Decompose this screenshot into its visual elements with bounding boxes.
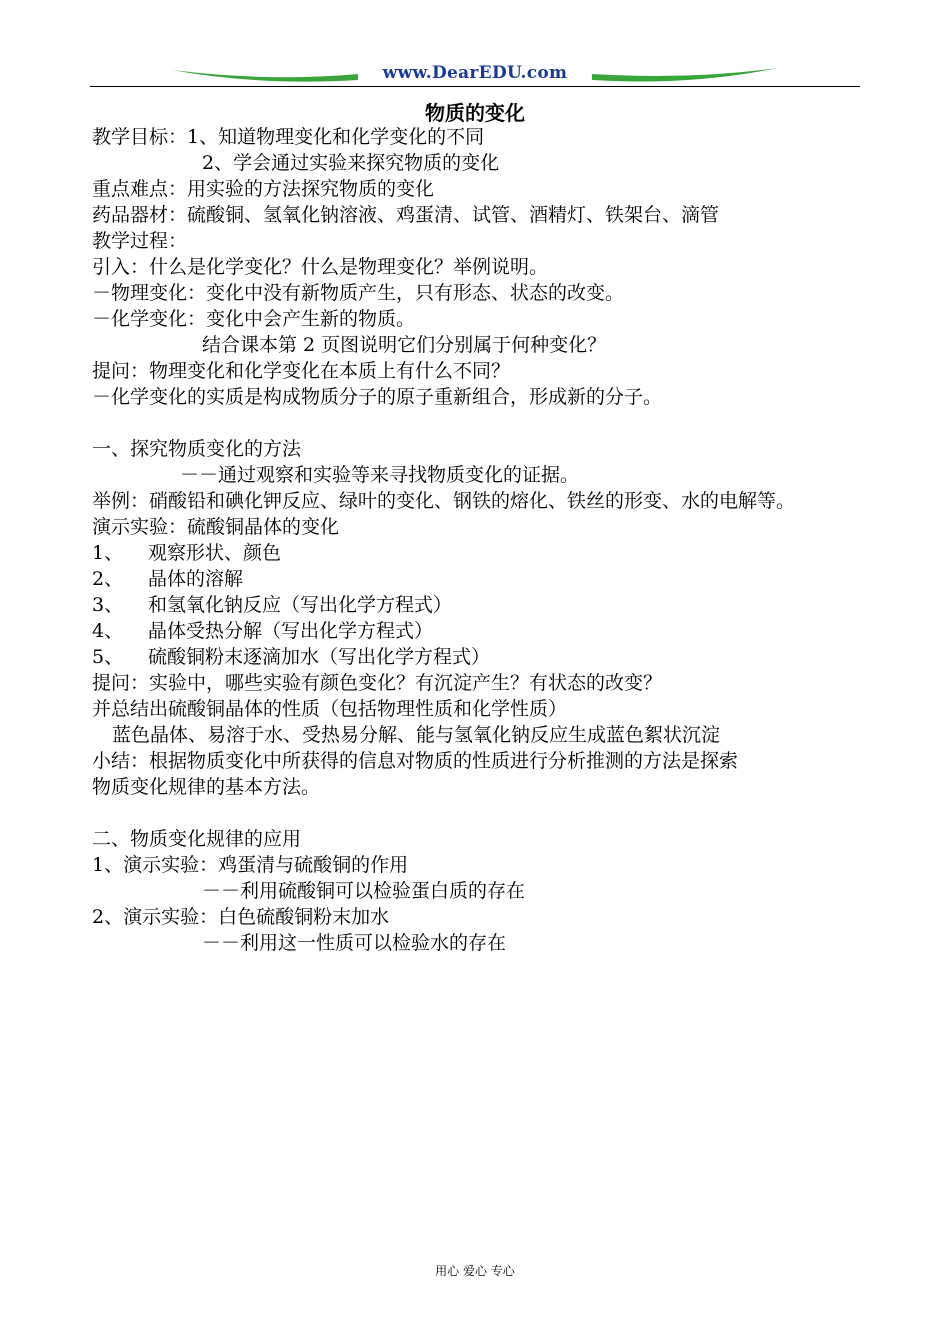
line-summarize: 并总结出硫酸铜晶体的性质（包括物理性质和化学性质） (92, 698, 568, 720)
line-materials: 药品器材：硫酸铜、氢氧化钠溶液、鸡蛋清、试管、酒精灯、铁架台、滴管 (92, 204, 720, 226)
list-item: 4、 晶体受热分解（写出化学方程式） (92, 620, 434, 642)
line-demo-1: 1、演示实验：鸡蛋清与硫酸铜的作用 (92, 854, 409, 876)
line-question-1: 提问：物理变化和化学变化在本质上有什么不同？ (92, 360, 511, 382)
line-demo-2: 2、演示实验：白色硫酸铜粉末加水 (92, 906, 390, 928)
header-rule (90, 86, 860, 87)
line-process-heading: 教学过程： (92, 230, 188, 252)
blank-line (92, 410, 882, 436)
line-demo-1-note: －－利用硫酸铜可以检验蛋白质的存在 (202, 880, 526, 902)
document-title: 物质的变化 (425, 101, 525, 125)
line-method: －－通过观察和实验等来寻找物质变化的证据。 (180, 464, 580, 486)
section-heading-1: 一、探究物质变化的方法 (92, 438, 302, 460)
list-item: 2、 晶体的溶解 (92, 568, 244, 590)
list-item: 1、 观察形状、颜色 (92, 542, 282, 564)
line-physical-change: －物理变化：变化中没有新物质产生，只有形态、状态的改变。 (92, 282, 625, 304)
line-essence: －化学变化的实质是构成物质分子的原子重新组合，形成新的分子。 (92, 386, 663, 408)
line-objectives-2: 2、学会通过实验来探究物质的变化 (202, 152, 500, 174)
line-demo-2-note: －－利用这一性质可以检验水的存在 (202, 932, 507, 954)
line-intro: 引入：什么是化学变化？什么是物理变化？举例说明。 (92, 256, 549, 278)
line-summary-2: 物质变化规律的基本方法。 (92, 776, 321, 798)
line-key-points: 重点难点：用实验的方法探究物质的变化 (92, 178, 435, 200)
section-heading-2: 二、物质变化规律的应用 (92, 828, 302, 850)
line-properties: 蓝色晶体、易溶于水、受热易分解、能与氢氧化钠反应生成蓝色絮状沉淀 (112, 724, 721, 746)
line-examples: 举例：硝酸铅和碘化钾反应、绿叶的变化、钢铁的熔化、铁丝的形变、水的电解等。 (92, 490, 796, 512)
line-question-2: 提问：实验中，哪些实验有颜色变化？有沉淀产生？有状态的改变？ (92, 672, 663, 694)
page-header (90, 60, 860, 90)
list-item: 5、 硫酸铜粉末逐滴加水（写出化学方程式） (92, 646, 491, 668)
line-summary-1: 小结：根据物质变化中所获得的信息对物质的性质进行分析推测的方法是探索 (92, 750, 739, 772)
document-body (92, 124, 882, 956)
line-objectives-1: 教学目标：1、知道物理变化和化学变化的不同 (92, 126, 485, 148)
site-logo[interactable]: www.DearEDU.com (382, 63, 568, 83)
blank-line (92, 800, 882, 826)
list-item: 3、 和氢氧化钠反应（写出化学方程式） (92, 594, 453, 616)
line-demo-heading: 演示实验：硫酸铜晶体的变化 (92, 516, 340, 538)
page-footer: 用心 爱心 专心 (435, 1264, 515, 1278)
line-chemical-change: －化学变化：变化中会产生新的物质。 (92, 308, 416, 330)
line-textbook-note: 结合课本第 2 页图说明它们分别属于何种变化？ (202, 334, 607, 356)
